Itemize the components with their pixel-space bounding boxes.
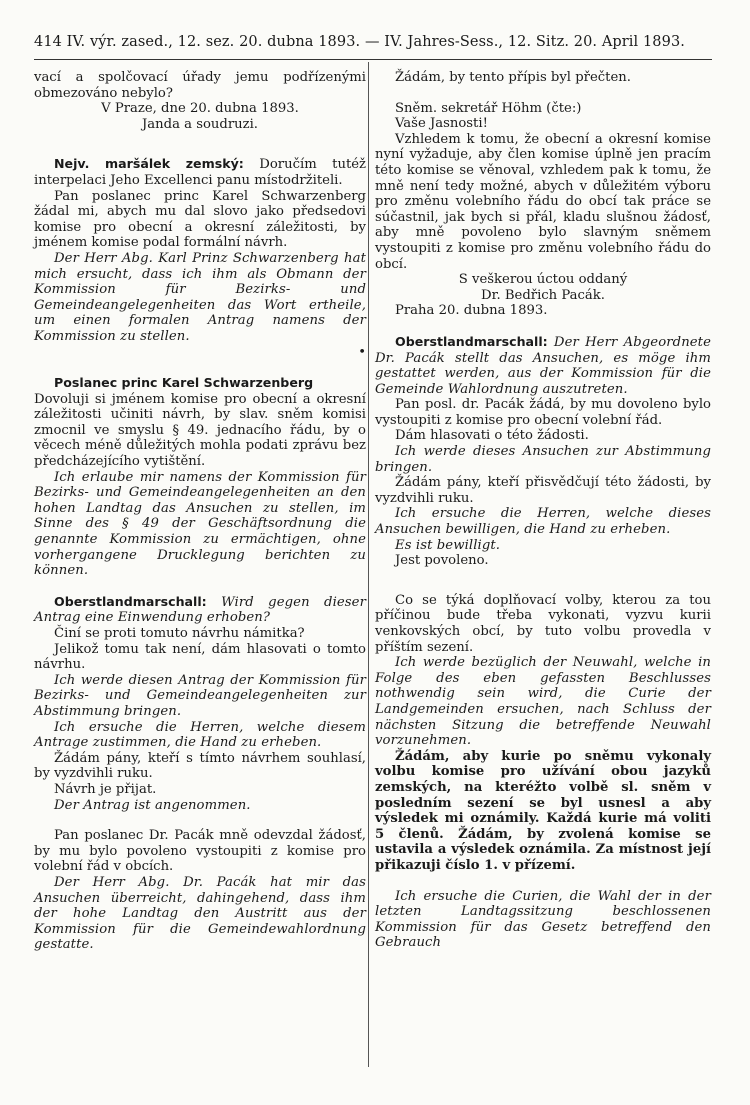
- salutation: Vaše Jasnosti!: [395, 116, 488, 132]
- letter-date: Praha 20. dubna 1893.: [395, 303, 548, 319]
- paragraph-german: Ich werde bezüglich der Neuwahl, welche in Folge des eben gefassten Beschlusses nothwendig sein wird, die Curie der Landgemeinden ersuchen, nach Schluss der nächsten Sitzung die betreffende Neuwahl vorzunehmen.: [375, 655, 711, 749]
- paragraph-german: Ich erlaube mir namens der Kommission für Bezirks- und Gemeindeangelegenheiten an den hohen Landtag das Ansuchen zu stellen, im Sinne des § 49 der Geschäftsordnung die genannte Kommission zu ermächtigen, ohne vorhergangene Drucklegung berichten zu können.: [34, 469, 366, 579]
- paragraph-german: Ich ersuche die Herren, welche diesem Antrage zustimmen, die Hand zu erheben.: [34, 719, 366, 751]
- speech-paragraph: [34, 156, 366, 188]
- paragraph: Dovoluji si jménem komise pro obecní a okresní záležitosti učiniti návrh, by slav. sněm komisi zmocnil ve smyslu § 49. jednacího řádu, by o věcech méně důležitých mohla podati zprávu bez předcházejícího vytištění.: [34, 391, 366, 470]
- paragraph-german: Ich ersuche die Herren, welche dieses Ansuchen bewilligen, die Hand zu erheben.: [375, 506, 711, 538]
- ink-dot: •: [358, 344, 366, 360]
- paragraph: vací a spolčovací úřady jemu podřízenými obmezováno nebylo?: [34, 70, 366, 101]
- paragraph: Návrh je přijat.: [54, 781, 157, 797]
- page-header: 414 IV. výr. zased., 12. sez. 20. dubna 1893. — IV. Jahres-Sess., 12. Sitz. 20. April 1893.: [34, 34, 712, 60]
- speaker-name: Nejv. maršálek zemský:: [54, 156, 244, 172]
- paragraph: Dám hlasovati o této žádosti.: [395, 428, 589, 444]
- paragraph: Jest povoleno.: [395, 553, 489, 569]
- paragraph: Žádám, by tento přípis byl přečten.: [395, 70, 631, 85]
- paragraph-german: Ich werde diesen Antrag der Kommission für Bezirks- und Gemeindeangelegenheiten zur Abstimmung bringen.: [34, 672, 366, 719]
- paragraph: Pan posl. dr. Pacák žádá, by mu dovoleno bylo vystoupiti z komise pro obecní volební řád.: [375, 397, 711, 428]
- speech-paragraph: [34, 594, 366, 626]
- paragraph: Pan poslanec princ Karel Schwarzenberg žádal mi, abych mu dal slovo jako předsedovi komise pro obecní a okresní záležitosti, by jménem komise podal formální návrh.: [34, 188, 366, 251]
- paragraph-german: Der Herr Abg. Dr. Pacák hat mir das Ansuchen überreicht, dahingehend, dass ihm der hohe Landtag den Austritt aus der Kommission für die Gemeindewahlordnung gestatte.: [34, 874, 366, 953]
- paragraph-german: Der Antrag ist angenommen.: [54, 797, 251, 813]
- speech-text: Wird gegen dieser Antrag eine Einwendung erhoben?: [34, 594, 366, 626]
- speaker-name: Oberstlandmarschall:: [395, 333, 548, 349]
- speaker-name: Poslanec princ Karel Schwarzenberg: [54, 375, 314, 391]
- paragraph: Sněm. sekretář Höhm (čte:): [395, 100, 582, 116]
- left-column: [34, 70, 366, 953]
- closing: S veškerou úctou oddaný: [458, 272, 628, 288]
- speaker-heading: [34, 375, 366, 392]
- letter-body: Vzhledem k tomu, že obecní a okresní komise nyní vyžaduje, aby člen komise úplně jen pracím této komise se věnoval, vzhledem pak k tomu, že mně není tedy možné, abych v důležitém výboru pro změnu volebního řádu do obcí tak práce se súčastnil, jak bych si přál, kladu slušnou žádosť, aby mně povoleno bylo slavným sněmem vystoupiti z komise pro změnu volebního řádu do obcí.: [375, 131, 711, 272]
- speech-paragraph: [375, 334, 711, 397]
- column-divider: [368, 62, 369, 1067]
- right-column: [375, 70, 711, 951]
- paragraph-german: Der Herr Abg. Karl Prinz Schwarzenberg hat mich ersucht, dass ich ihm als Obmann der Kommission für Bezirks- und Gemeindeangelegenheiten das Wort ertheile, um einen formalen Antrag namens der Kommission zu stellen.: [34, 250, 366, 344]
- letter-signature: Dr. Bedřich Pacák.: [481, 287, 605, 303]
- paragraph: Žádám pány, kteří s tímto návrhem souhlasí, by vyzdvihli ruku.: [34, 750, 366, 782]
- paragraph: Žádám, aby kurie po sněmu vykonaly volbu komise pro užívání obou jazyků zemských, na kteréžto volbě sl. sněm v posledním sezení se byl usnesl a aby výsledek mi oznámily. Každá kurie má voliti 5 členů. Žádám, by zvolená komise se ustavila a výsledek oznámila. Za místnost její přikazuji číslo 1. v přízemí.: [375, 748, 711, 873]
- speech-text: Der Herr Abgeordnete Dr. Pacák stellt das Ansuchen, es möge ihm gestattet werden, aus der Kommission für die Gemeinde Wahlordnung auszutreten.: [375, 334, 711, 397]
- speaker-name: Oberstlandmarschall:: [54, 593, 207, 609]
- paragraph-german: Ich ersuche die Curien, die Wahl der in der letzten Landtagssitzung beschlossenen Kommission für das Gesetz betreffend den Gebrauch: [375, 888, 711, 951]
- paragraph: Co se týká doplňovací volby, kterou za tou příčinou bude třeba vykonati, vyzvu kurii venkovských obcí, by tuto volbu provedla v příštím sezení.: [375, 592, 711, 655]
- paragraph: Pan poslanec Dr. Pacák mně odevzdal žádosť, by mu bylo povoleno vystoupiti z komise pro volební řád v obcích.: [34, 828, 366, 875]
- paragraph: Činí se proti tomuto návrhu námitka?: [54, 626, 305, 641]
- place-date: V Praze, dne 20. dubna 1893.: [101, 101, 299, 117]
- speech-text: Doručím tutéž interpelaci Jeho Excellenci panu místodržiteli.: [34, 157, 366, 188]
- paragraph-german: Ich werde dieses Ansuchen zur Abstimmung bringen.: [375, 444, 711, 475]
- paragraph: Žádám pány, kteří přisvědčují této žádosti, by vyzdvihli ruku.: [375, 475, 711, 506]
- paragraph-german: Es ist bewilligt.: [395, 537, 501, 553]
- signature-line: Janda a soudruzi.: [142, 116, 258, 132]
- paragraph: Jelikož tomu tak není, dám hlasovati o tomto návrhu.: [34, 641, 366, 673]
